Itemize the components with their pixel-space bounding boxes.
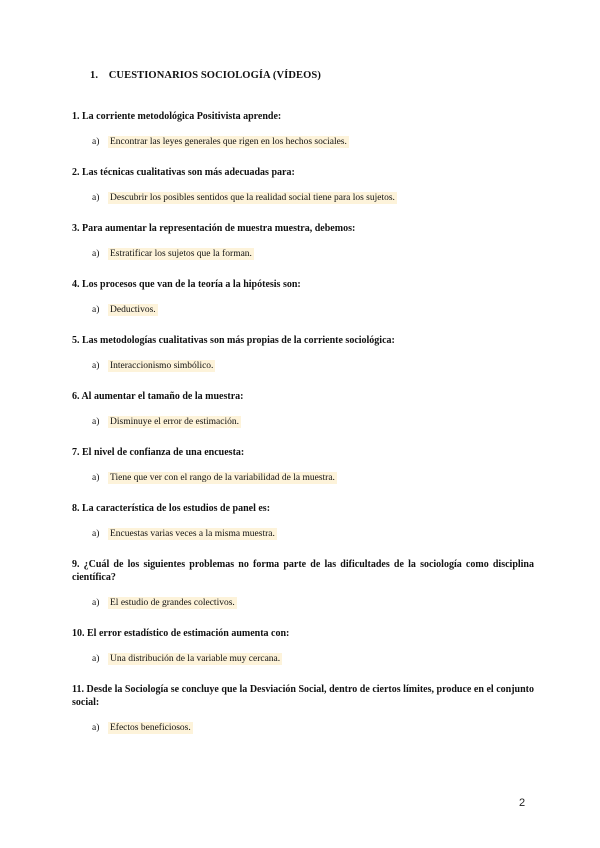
question-item <box>72 390 534 430</box>
question-list <box>72 110 534 752</box>
answer-option <box>92 722 534 736</box>
answer-letter: a) <box>92 529 100 539</box>
question-text: 7. El nivel de confianza de una encuesta: <box>72 447 245 458</box>
answer-option <box>92 136 534 150</box>
answer-text: Descubrir los posibles sentidos que la realidad social tiene para los sujetos. <box>110 193 395 203</box>
answer-text: Deductivos. <box>110 305 156 315</box>
question-text: 2. Las técnicas cualitativas son más adecuadas para: <box>72 167 295 178</box>
question-item <box>72 627 534 667</box>
answer-letter: a) <box>92 361 100 371</box>
page-number: 2 <box>519 797 526 809</box>
answer-text: Estratificar los sujetos que la forman. <box>110 249 252 259</box>
answer-option <box>92 360 534 374</box>
answer-option <box>92 192 534 206</box>
question-text: 6. Al aumentar el tamaño de la muestra: <box>72 391 244 402</box>
question-item <box>72 558 534 611</box>
answer-option <box>92 416 534 430</box>
answer-option <box>92 304 534 318</box>
answer-text: Disminuye el error de estimación. <box>110 417 240 427</box>
answer-letter: a) <box>92 654 100 664</box>
answer-option <box>92 653 534 667</box>
question-item <box>72 222 534 262</box>
page-title <box>90 70 321 81</box>
answer-text: Encontrar las leyes generales que rigen en los hechos sociales. <box>110 137 347 147</box>
answer-text: Interaccionismo simbólico. <box>110 361 214 371</box>
question-text: 4. Los procesos que van de la teoría a la hipótesis son: <box>72 279 301 290</box>
answer-text: El estudio de grandes colectivos. <box>110 598 235 608</box>
answer-text: Una distribución de la variable muy cercana. <box>110 654 281 664</box>
question-item <box>72 683 534 736</box>
section-number: 1. <box>90 70 99 81</box>
question-item <box>72 334 534 374</box>
answer-option <box>92 597 534 611</box>
question-text: 1. La corriente metodológica Positivista aprende: <box>72 111 282 122</box>
section-title: CUESTIONARIOS SOCIOLOGÍA (VÍDEOS) <box>108 70 321 81</box>
answer-letter: a) <box>92 417 100 427</box>
question-item <box>72 110 534 150</box>
answer-letter: a) <box>92 305 100 315</box>
answer-option <box>92 472 534 486</box>
question-text: 11. Desde la Sociología se concluye que la Desviación Social, dentro de ciertos límites, produce en el conjunto social: <box>72 684 534 708</box>
question-item <box>72 502 534 542</box>
answer-letter: a) <box>92 598 100 608</box>
answer-letter: a) <box>92 473 100 483</box>
answer-text: Encuestas varias veces a la misma muestra. <box>110 529 275 539</box>
question-text: 8. La característica de los estudios de panel es: <box>72 503 271 514</box>
question-text: 5. Las metodologías cualitativas son más propias de la corriente sociológica: <box>72 335 395 346</box>
answer-letter: a) <box>92 723 100 733</box>
question-item <box>72 166 534 206</box>
question-text: 9. ¿Cuál de los siguientes problemas no forma parte de las dificultades de la sociología como disciplina científica? <box>72 559 534 583</box>
answer-option <box>92 248 534 262</box>
answer-text: Efectos beneficiosos. <box>110 723 191 733</box>
question-item <box>72 446 534 486</box>
question-item <box>72 278 534 318</box>
answer-text: Tiene que ver con el rango de la variabilidad de la muestra. <box>110 473 335 483</box>
question-text: 10. El error estadístico de estimación aumenta con: <box>72 628 290 639</box>
answer-letter: a) <box>92 249 100 259</box>
answer-letter: a) <box>92 137 100 147</box>
answer-letter: a) <box>92 193 100 203</box>
answer-option <box>92 528 534 542</box>
question-text: 3. Para aumentar la representación de muestra muestra, debemos: <box>72 223 356 234</box>
